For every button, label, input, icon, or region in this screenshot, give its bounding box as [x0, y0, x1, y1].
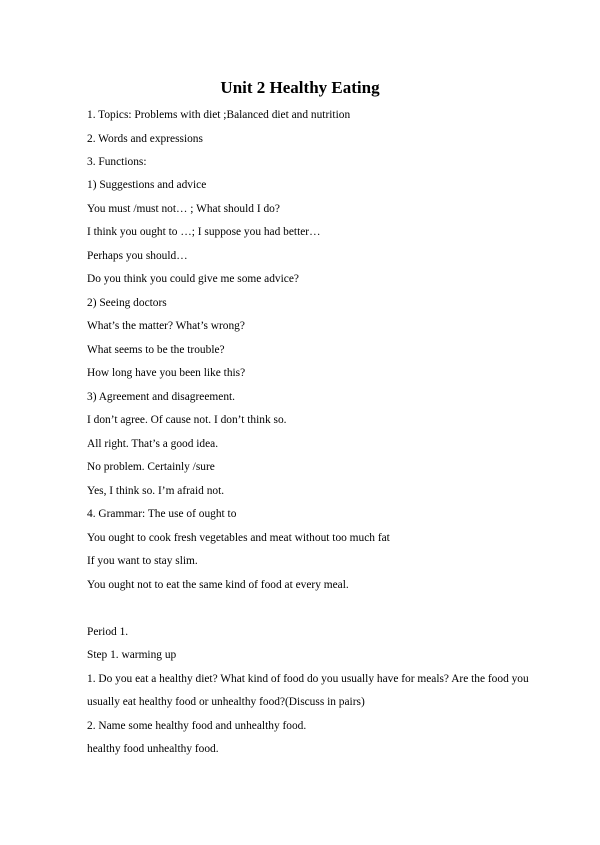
text-line-topics: 1. Topics: Problems with diet ;Balanced diet and nutrition — [87, 109, 351, 121]
text-line: Perhaps you should… — [87, 250, 188, 262]
text-line: 1. Do you eat a healthy diet? What kind of food do you usually have for meals? Are the food you — [87, 673, 529, 685]
text-line: If you want to stay slim. — [87, 555, 198, 567]
page-title: Unit 2 Healthy Eating — [220, 78, 380, 97]
text-line-functions: 3. Functions: — [87, 156, 147, 168]
text-line: usually eat healthy food or unhealthy food?(Discuss in pairs) — [87, 696, 365, 708]
text-line: You ought not to eat the same kind of food at every meal. — [87, 579, 349, 591]
text-line: Do you think you could give me some advice? — [87, 273, 299, 285]
text-line: I think you ought to …; I suppose you had better… — [87, 226, 321, 238]
text-line: What’s the matter? What’s wrong? — [87, 320, 245, 332]
text-line: I don’t agree. Of cause not. I don’t think so. — [87, 414, 287, 426]
text-line: Yes, I think so. I’m afraid not. — [87, 485, 225, 497]
text-line: 2. Name some healthy food and unhealthy food. — [87, 720, 307, 732]
text-line: You must /must not… ; What should I do? — [87, 203, 280, 215]
text-line-period-heading: Period 1. — [87, 626, 129, 638]
text-line: How long have you been like this? — [87, 367, 246, 379]
text-line: healthy food unhealthy food. — [87, 743, 219, 755]
text-line-seeing-doctors-heading: 2) Seeing doctors — [87, 297, 167, 309]
text-line-words: 2. Words and expressions — [87, 133, 203, 145]
text-line: You ought to cook fresh vegetables and meat without too much fat — [87, 532, 390, 544]
text-line: All right. That’s a good idea. — [87, 438, 219, 450]
text-line-step-heading: Step 1. warming up — [87, 649, 177, 661]
text-line: No problem. Certainly /sure — [87, 461, 215, 473]
text-line-grammar-heading: 4. Grammar: The use of ought to — [87, 508, 237, 520]
text-line-suggestions-heading: 1) Suggestions and advice — [87, 179, 207, 191]
text-line: What seems to be the trouble? — [87, 344, 225, 356]
text-line-agreement-heading: 3) Agreement and disagreement. — [87, 391, 236, 403]
